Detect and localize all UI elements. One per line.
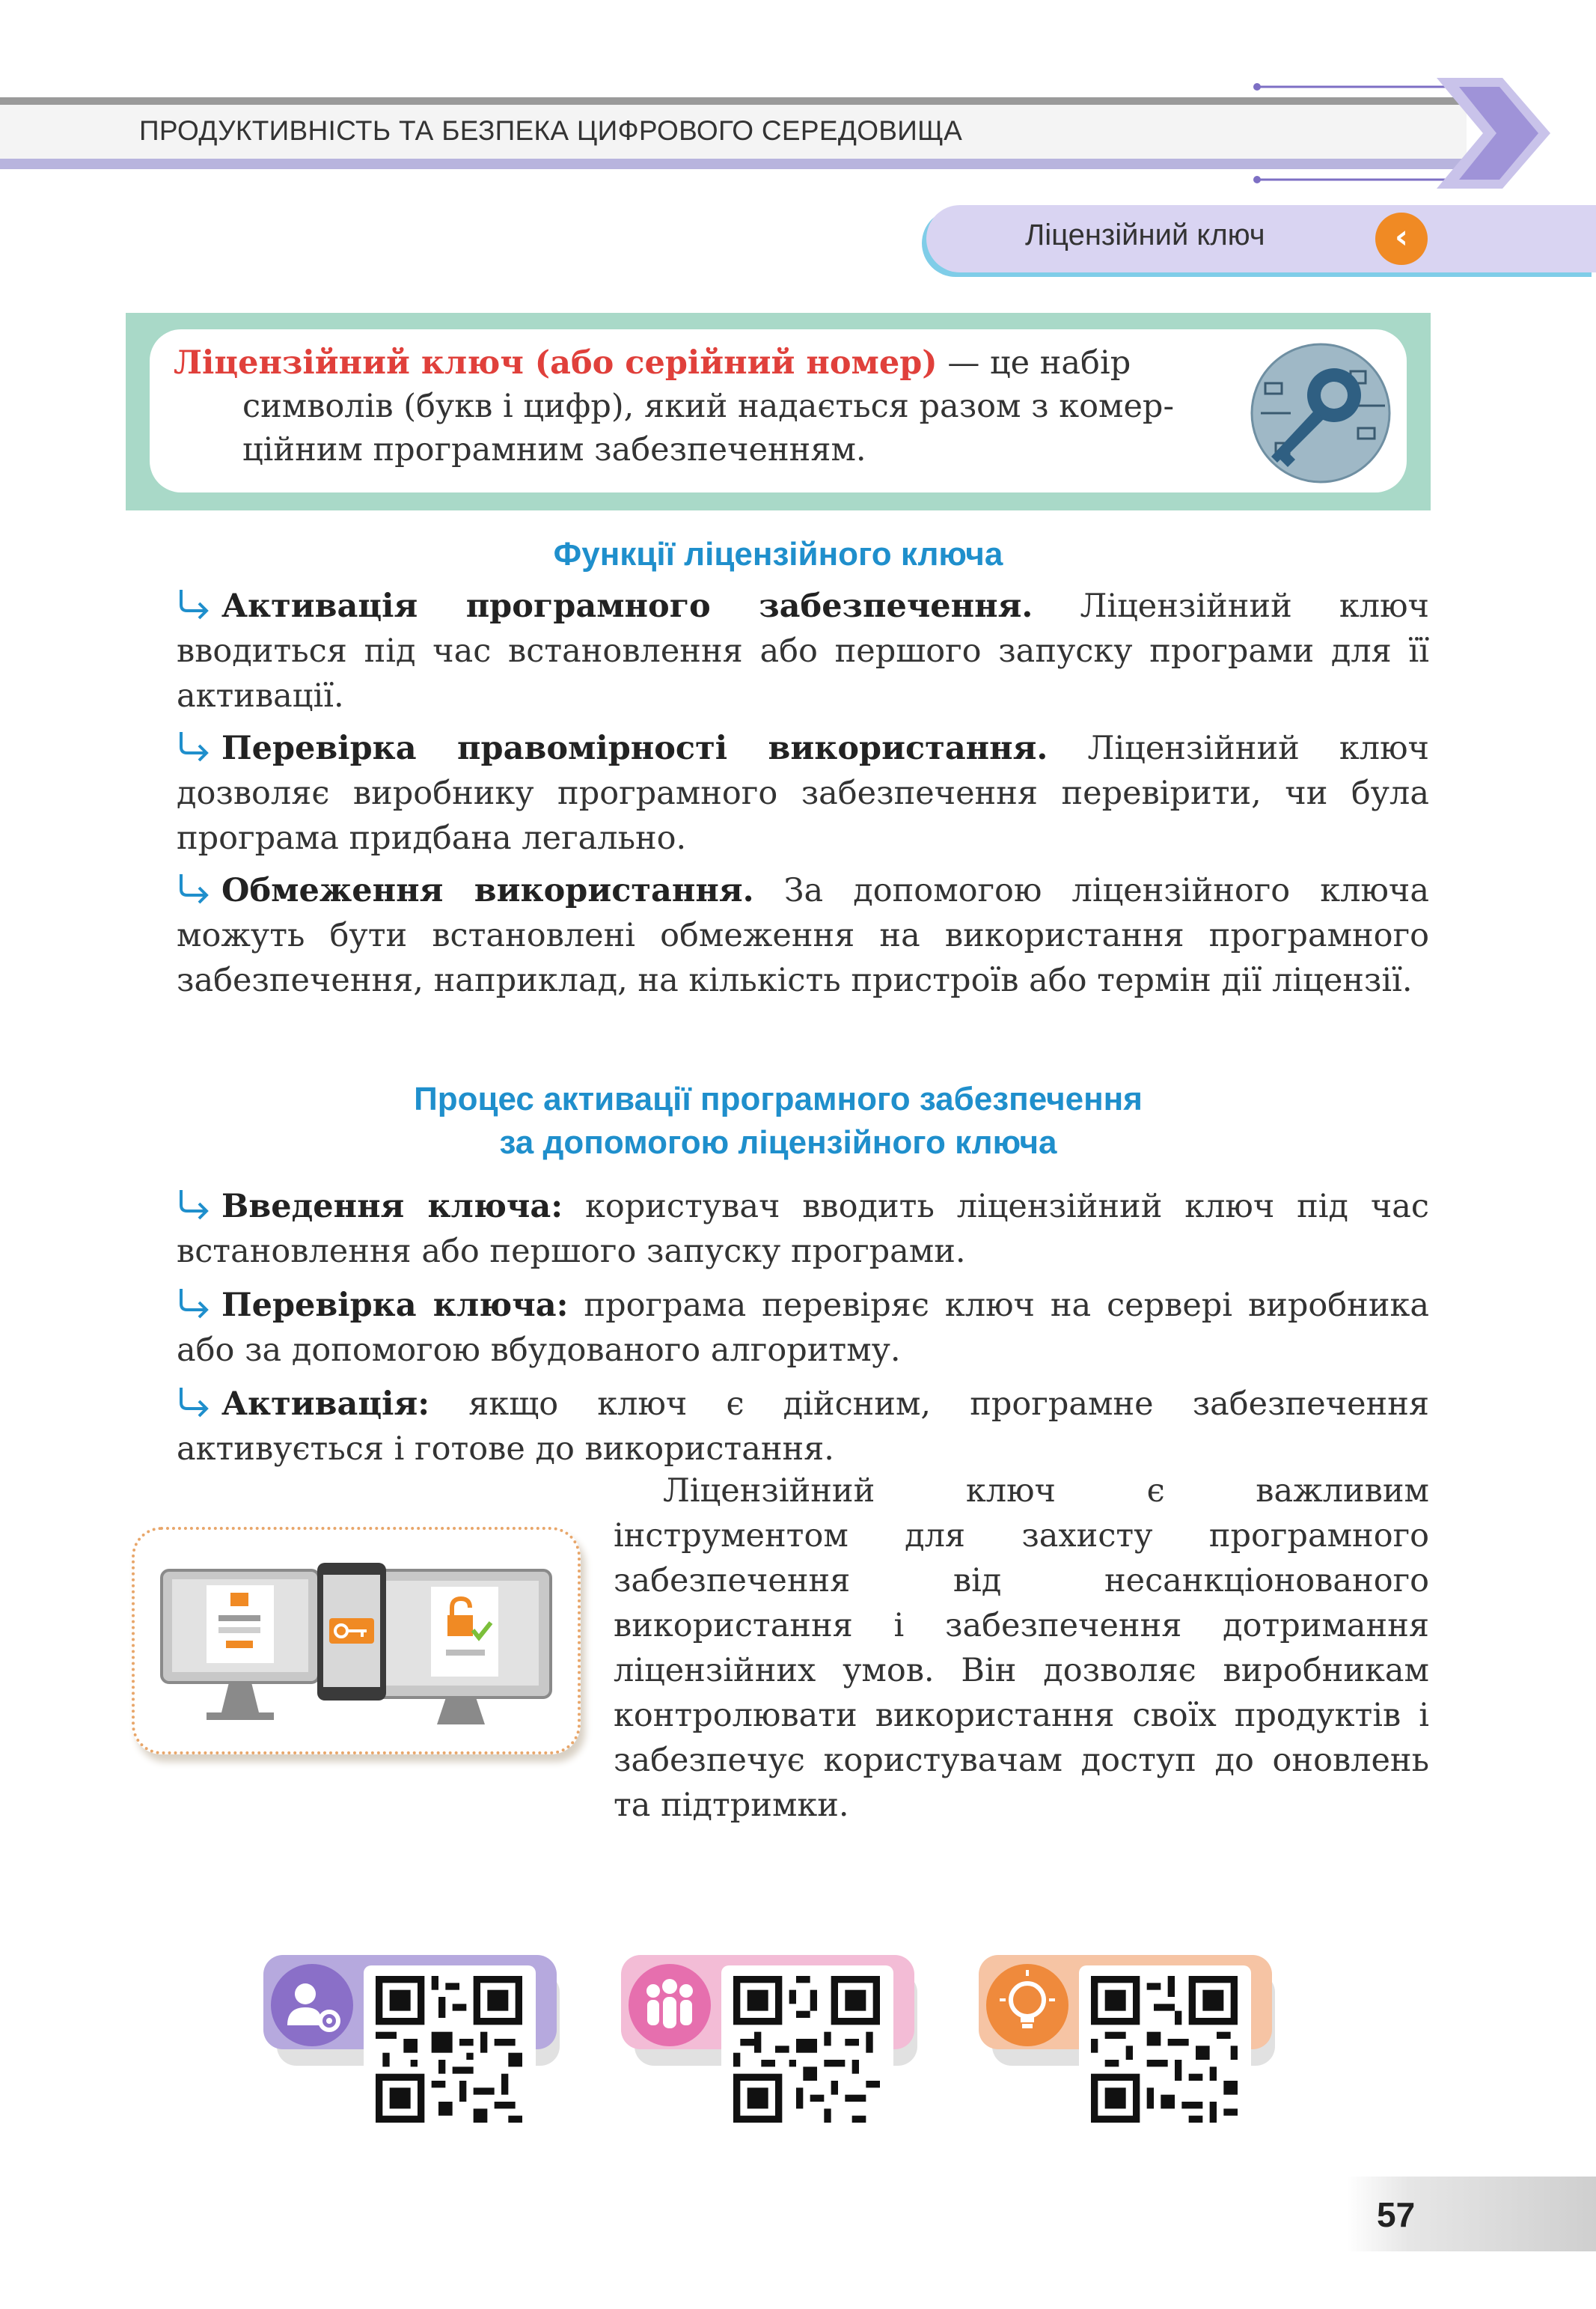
qr-card-group-work[interactable] bbox=[621, 1955, 914, 2127]
qr-code[interactable] bbox=[733, 1976, 880, 2123]
lightbulb-icon bbox=[986, 1964, 1068, 2046]
topic-label: Ліцензійний ключ bbox=[1025, 219, 1265, 251]
section-title-functions: Функції ліцензійного ключа bbox=[553, 536, 1003, 573]
definition-text-start: — це набір bbox=[937, 344, 1131, 382]
license-activation-illustration bbox=[147, 1540, 566, 1735]
section-title-activation-line2: за допомогою ліцензійного ключа bbox=[499, 1124, 1057, 1161]
item-heading: Перевірка ключа: bbox=[221, 1287, 569, 1324]
key-icon bbox=[1246, 338, 1395, 488]
item-text: Ліцензійний ключ вводиться під час встановлення або першого запуску програми для її активації. bbox=[177, 588, 1429, 715]
item-text: За допомогою ліцензійного ключа можуть бути встановлені обмеження на використання програмного забезпечення, наприклад, на кількість пристроїв або термін дії ліцензії. bbox=[177, 872, 1429, 999]
definition-term: Ліцензійний ключ (або серійний номер) bbox=[174, 344, 938, 382]
list-item bbox=[177, 726, 1429, 861]
item-text: користувач вводить ліцензійний ключ під час встановлення або першого запуску програми. bbox=[177, 1188, 1430, 1270]
item-text: якщо ключ є дійсним, програмне забезпечення активується і готове до використання. bbox=[177, 1385, 1429, 1468]
item-text: програма перевіряє ключ на сервері виробника або за допомогою вбудованого алгоритму. bbox=[177, 1287, 1429, 1369]
section-title-activation: Процес активації програмного забезпечення bbox=[414, 1081, 1143, 1117]
chevron-left-icon: ‹ bbox=[1394, 218, 1409, 256]
back-button[interactable] bbox=[1375, 213, 1428, 265]
item-heading: Перевірка правомірності використання. bbox=[221, 730, 1048, 767]
item-heading: Введення ключа: bbox=[221, 1188, 563, 1225]
definition-text-rest: символів (букв і цифр), який надається разом з комерційним програмним забезпеченням. bbox=[242, 388, 1174, 469]
item-text: Ліцензійний ключ дозволяє виробнику програмного забезпечення перевірити, чи була програма придбана легально. bbox=[177, 730, 1429, 857]
conclusion-paragraph: Ліцензійний ключ є важливим інструментом для захисту програмного забезпечення від несанкціонованого використання і забезпечення дотримання ліцензійних умов. Він дозволяє виробникам контролювати використання своїх продуктів і забезпечує користувачам доступ до оновлень та підтримки. bbox=[614, 1472, 1429, 1824]
list-item bbox=[177, 1382, 1429, 1471]
list-item bbox=[177, 1283, 1429, 1373]
list-item bbox=[177, 1184, 1429, 1274]
user-gear-icon bbox=[271, 1964, 353, 2046]
group-icon bbox=[629, 1964, 711, 2046]
header-arrow-decoration bbox=[1212, 69, 1556, 196]
item-heading: Активація: bbox=[221, 1385, 430, 1423]
list-item bbox=[177, 868, 1429, 1003]
item-heading: Обмеження використання. bbox=[221, 872, 754, 909]
page-number: 57 bbox=[1377, 2195, 1416, 2234]
qr-code[interactable] bbox=[376, 1976, 522, 2123]
chapter-title: ПРОДУКТИВНІСТЬ ТА БЕЗПЕКА ЦИФРОВОГО СЕРЕДОВИЩА bbox=[139, 115, 963, 146]
list-item bbox=[177, 584, 1429, 719]
qr-card-creative-task[interactable] bbox=[979, 1955, 1272, 2127]
definition-text bbox=[174, 341, 1236, 472]
qr-card-self-check[interactable] bbox=[263, 1955, 557, 2127]
item-heading: Активація програмного забезпечення. bbox=[221, 588, 1033, 625]
qr-code[interactable] bbox=[1091, 1976, 1238, 2123]
